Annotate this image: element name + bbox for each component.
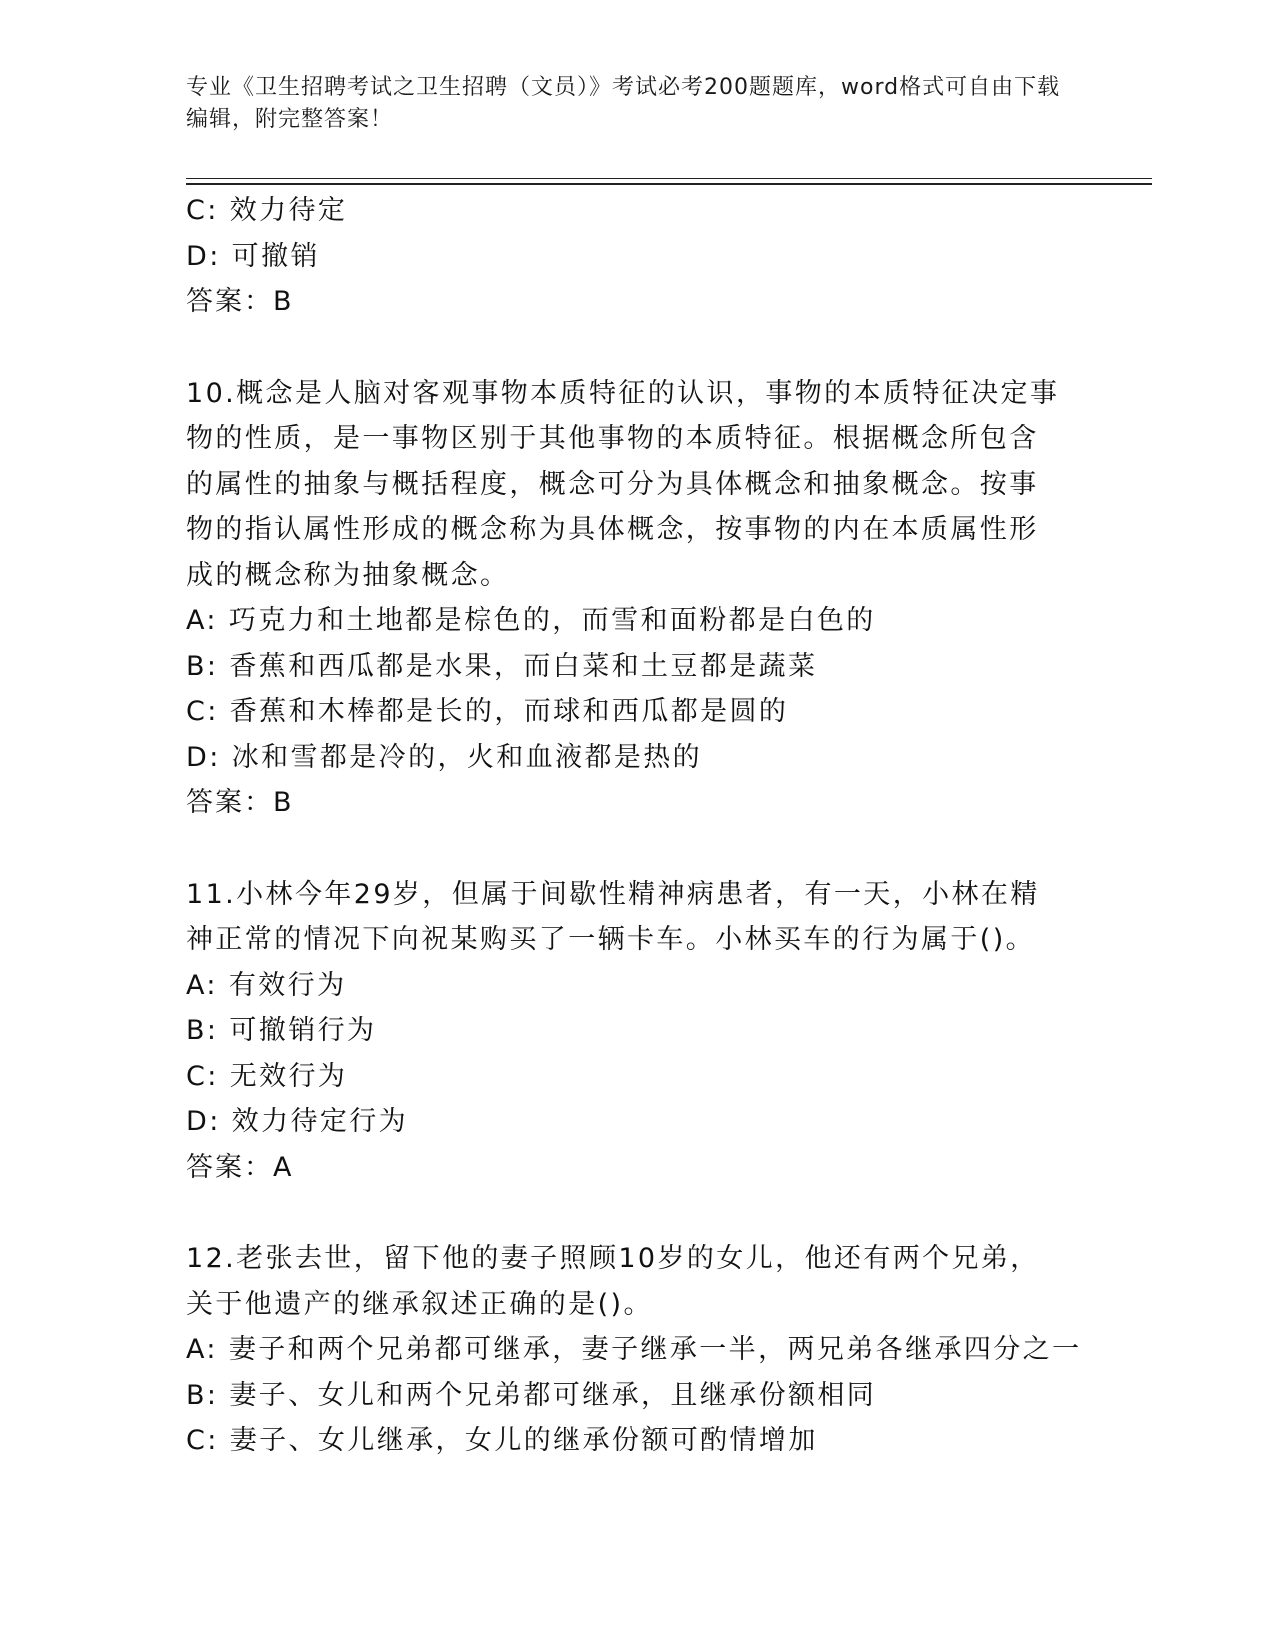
answer-line: 答案：B: [186, 787, 294, 818]
option-b: B: 香蕉和西瓜都是水果，而白菜和土豆都是蔬菜: [186, 650, 818, 682]
option-c: C: 效力待定: [186, 195, 348, 226]
option-b: B: 可撤销行为: [186, 1015, 377, 1046]
page-header: 专业《卫生招聘考试之卫生招聘（文员）》考试必考200题题库，word格式可自由下载编辑，附完整答案！: [186, 75, 1061, 132]
question-stem: 11.小林今年29岁，但属于间歇性精神病患者，有一天，小林在精神正常的情况下向祝某购买了一辆卡车。小林买车的行为属于()。: [186, 878, 1040, 955]
option-c: C: 无效行为: [186, 1060, 348, 1092]
option-a: A: 有效行为: [186, 969, 347, 1001]
question-stem: 12.老张去世，留下他的妻子照顾10岁的女儿，他还有两个兄弟，关于他遗产的继承叙述正确的是()。: [186, 1243, 1040, 1320]
option-a: A: 巧克力和土地都是棕色的，而雪和面粉都是白色的: [186, 605, 876, 636]
option-c: C: 香蕉和木棒都是长的，而球和西瓜都是圆的: [186, 696, 789, 727]
option-b: B: 妻子、女儿和两个兄弟都可继承，且继承份额相同: [186, 1379, 877, 1411]
header-divider-thick: [186, 183, 1152, 185]
answer-line: 答案：A: [186, 1151, 294, 1183]
answer-line: 答案：B: [186, 286, 294, 317]
option-d: D: 冰和雪都是冷的，火和血液都是热的: [186, 741, 703, 773]
question-stem: 10.概念是人脑对客观事物本质特征的认识，事物的本质特征决定事物的性质，是一事物区别于其他事物的本质特征。根据概念所包含的属性的抽象与概括程度，概念可分为具体概念和抽象概念。按事物的指认属性形成的概念称为具体概念，按事物的内在本质属性形成的概念称为抽象概念。: [186, 377, 1060, 591]
question-fragment: [186, 188, 1066, 325]
question-12: [186, 1236, 1082, 1464]
question-11: [186, 872, 1066, 1191]
option-c: C: 妻子、女儿继承，女儿的继承份额可酌情增加: [186, 1425, 818, 1456]
question-list: [186, 188, 1082, 1464]
question-10: [186, 371, 1066, 826]
option-a: A: 妻子和两个兄弟都可继承，妻子继承一半，两兄弟各继承四分之一: [186, 1334, 1082, 1365]
header-divider-thin: [186, 178, 1152, 179]
option-d: D: 效力待定行为: [186, 1106, 409, 1137]
option-d: D: 可撤销: [186, 240, 320, 272]
